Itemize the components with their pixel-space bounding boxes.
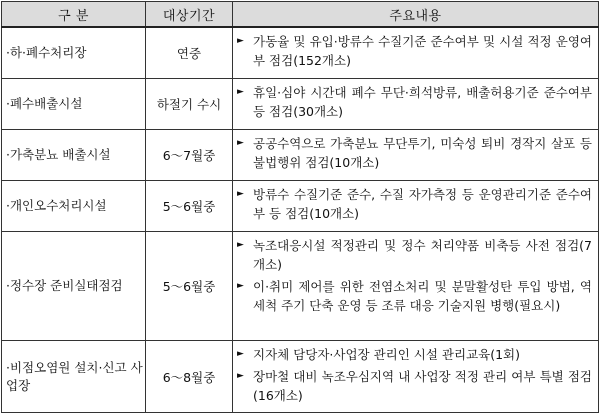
inspection-table bbox=[1, 1, 599, 413]
row-category: ·비점오염원 설치·신고 사업장 bbox=[2, 341, 146, 413]
row-period: 5～6월중 bbox=[146, 232, 233, 341]
content-item bbox=[237, 236, 592, 274]
row-content bbox=[233, 341, 599, 413]
content-item bbox=[237, 32, 592, 70]
content-item-text: 녹조대응시설 적정관리 및 정수 처리약품 비축등 사전 점검(7개소) bbox=[253, 238, 592, 272]
content-item bbox=[237, 134, 592, 172]
header-content: 주요내용 bbox=[233, 2, 599, 28]
content-item bbox=[237, 277, 592, 315]
table-row bbox=[2, 181, 599, 232]
content-item-text: 방류수 수질기준 준수, 수질 자가측정 등 운영관리기준 준수여부 등 점검(10개소) bbox=[253, 187, 592, 221]
table-row bbox=[2, 341, 599, 413]
content-item bbox=[237, 367, 592, 405]
row-content bbox=[233, 27, 599, 79]
row-period: 5～6월중 bbox=[146, 181, 233, 232]
table-row bbox=[2, 79, 599, 130]
header-period: 대상기간 bbox=[146, 2, 233, 28]
row-period: 6～8월중 bbox=[146, 341, 233, 413]
row-content bbox=[233, 181, 599, 232]
bullet-triangle-icon: ► bbox=[237, 281, 244, 291]
table-row bbox=[2, 232, 599, 341]
bullet-triangle-icon: ► bbox=[237, 349, 244, 359]
row-period: 6～7월중 bbox=[146, 130, 233, 181]
row-category: ·가축분뇨 배출시설 bbox=[2, 130, 146, 181]
row-category: ·하·폐수처리장 bbox=[2, 27, 146, 79]
row-content bbox=[233, 79, 599, 130]
header-row bbox=[2, 2, 599, 28]
row-period: 연중 bbox=[146, 27, 233, 79]
table-row bbox=[2, 130, 599, 181]
content-item-text: 이·취미 제어를 위한 전염소처리 및 분말활성탄 투입 방법, 역세척 주기 단축 운영 등 조류 대응 기술지원 병행(필요시) bbox=[253, 279, 592, 313]
bullet-triangle-icon: ► bbox=[237, 189, 244, 199]
content-item bbox=[237, 345, 592, 364]
header-category: 구 분 bbox=[2, 2, 146, 28]
content-item-text: 장마철 대비 녹조우심지역 내 사업장 적정 관리 여부 특별 점검(16개소) bbox=[253, 369, 592, 403]
row-category: ·폐수배출시설 bbox=[2, 79, 146, 130]
content-item-text: 공공수역으로 가축분뇨 무단투기, 미숙성 퇴비 경작지 살포 등 불법행위 점검(10개소) bbox=[253, 136, 592, 170]
row-category: ·개인오수처리시설 bbox=[2, 181, 146, 232]
row-category: ·정수장 준비실태점검 bbox=[2, 232, 146, 341]
table-row bbox=[2, 27, 599, 79]
content-item bbox=[237, 185, 592, 223]
content-item-text: 휴일·심야 시간대 폐수 무단·희석방류, 배출허용기준 준수여부 등 점검(30개소) bbox=[253, 85, 592, 119]
bullet-triangle-icon: ► bbox=[237, 36, 244, 46]
content-item bbox=[237, 83, 592, 121]
row-content bbox=[233, 232, 599, 341]
bullet-triangle-icon: ► bbox=[237, 138, 244, 148]
content-item-text: 가동율 및 유입·방류수 수질기준 준수여부 및 시설 적정 운영여부 점검(152개소) bbox=[253, 34, 592, 68]
row-period: 하절기 수시 bbox=[146, 79, 233, 130]
content-item-text: 지자체 담당자·사업장 관리인 시설 관리교육(1회) bbox=[253, 347, 520, 362]
bullet-triangle-icon: ► bbox=[237, 87, 244, 97]
row-content bbox=[233, 130, 599, 181]
bullet-triangle-icon: ► bbox=[237, 371, 244, 381]
bullet-triangle-icon: ► bbox=[237, 240, 244, 250]
